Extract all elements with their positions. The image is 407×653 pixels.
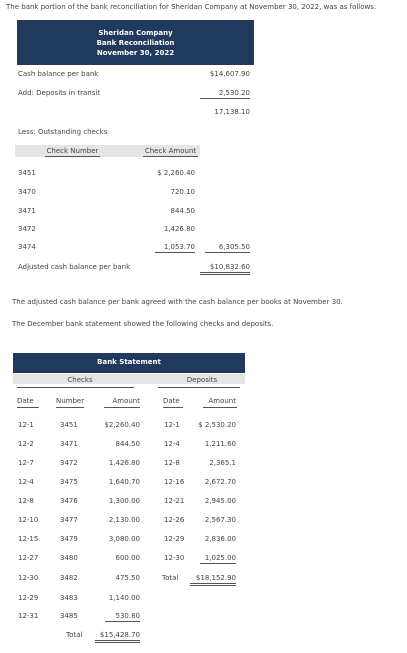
subtotal-value: 17,138.10 — [214, 108, 250, 116]
check-date: 12-27 — [18, 554, 39, 562]
deposit-amount: 2,836.00 — [204, 535, 236, 543]
check-number-header: Check Number — [46, 147, 99, 155]
deposit-date: 12-21 — [164, 497, 185, 505]
date-header-rule — [17, 407, 39, 408]
check-amount: 1,426.80 — [163, 225, 195, 233]
check-amount: 1,300.00 — [108, 497, 140, 505]
deposit-amount-header-rule — [203, 407, 237, 408]
check-date: 12-30 — [18, 574, 39, 582]
deposits-group-label: Deposits — [186, 376, 218, 384]
deposits-transit-label: Add: Deposits in transit — [18, 89, 101, 97]
paragraph-statement-intro: The December bank statement showed the following checks and deposits. — [12, 320, 274, 328]
reconciliation-date: November 30, 2022 — [96, 49, 175, 57]
cash-balance-label: Cash balance per bank — [18, 70, 99, 78]
check-amount: $2,260.40 — [104, 421, 140, 429]
deposit-date: 12-29 — [164, 535, 185, 543]
outstanding-checks-total: 6,305.50 — [205, 243, 250, 253]
reconciliation-title: Bank Reconciliation — [96, 39, 175, 47]
check-date: 12-4 — [18, 478, 34, 486]
check-amount: 720.10 — [170, 188, 195, 196]
check-number: 3480 — [60, 554, 78, 562]
check-number: 3485 — [60, 612, 78, 620]
check-amount: 1,640.70 — [108, 478, 140, 486]
checks-group-rule — [17, 387, 134, 388]
deposit-date: 12-4 — [164, 440, 180, 448]
check-date: 12-15 — [18, 535, 39, 543]
check-number: 3483 — [60, 594, 78, 602]
check-date: 12-29 — [18, 594, 39, 602]
bank-statement-header — [13, 353, 245, 373]
deposit-amount: 2,945.00 — [204, 497, 236, 505]
outstanding-checks-label: Less: Outstanding checks — [18, 128, 108, 136]
check-number: 3482 — [60, 574, 78, 582]
intro-text: The bank portion of the bank reconciliation for Sheridan Company at November 30, 2022, was as follows. — [6, 3, 377, 11]
amount-header-rule — [104, 407, 140, 408]
deposit-date: 12-26 — [164, 516, 185, 524]
deposit-amount: 2,365.1 — [209, 459, 236, 467]
deposit-date: 12-1 — [164, 421, 180, 429]
check-number: 3451 — [18, 169, 36, 177]
check-number: 3472 — [60, 459, 78, 467]
bank-statement-title: Bank Statement — [97, 358, 161, 366]
adjusted-balance-value: $10,832.60 — [200, 263, 250, 275]
check-date: 12-7 — [18, 459, 34, 467]
check-number: 3451 — [60, 421, 78, 429]
check-number: 3472 — [18, 225, 36, 233]
col-date-header: Date — [17, 397, 34, 405]
check-amount: 844.50 — [170, 207, 195, 215]
checks-group-label: Checks — [67, 376, 93, 384]
deposit-date: 12-8 — [164, 459, 180, 467]
adjusted-balance-label: Adjusted cash balance per bank — [18, 263, 131, 271]
deposit-date-header-rule — [163, 407, 183, 408]
check-number: 3471 — [18, 207, 36, 215]
deposit-amount: 1,025.00 — [200, 554, 236, 564]
cash-balance-value: $14,607.90 — [209, 70, 250, 78]
deposits-total-value: $18,152.90 — [190, 574, 236, 586]
deposit-amount: 1,211.60 — [204, 440, 236, 448]
col-deposit-amount-header: Amount — [208, 397, 236, 405]
check-amount: 3,080.00 — [108, 535, 140, 543]
check-date: 12-8 — [18, 497, 34, 505]
check-date: 12-1 — [18, 421, 34, 429]
check-number: 3474 — [18, 243, 36, 251]
company-name: Sheridan Company — [98, 29, 173, 37]
check-date: 12-10 — [18, 516, 39, 524]
check-date: 12-31 — [18, 612, 39, 620]
paragraph-agreement: The adjusted cash balance per bank agreed with the cash balance per books at November 30. — [12, 298, 343, 306]
deposits-transit-value: 2,530.20 — [200, 89, 250, 99]
check-amount: 1,053.70 — [155, 243, 195, 253]
check-amount: 2,130.00 — [108, 516, 140, 524]
check-number: 3471 — [60, 440, 78, 448]
check-date: 12-2 — [18, 440, 34, 448]
deposits-group-rule — [158, 387, 240, 388]
deposit-amount: 2,672.70 — [204, 478, 236, 486]
check-amount: 1,426.80 — [108, 459, 140, 467]
check-amount: $ 2,260.40 — [157, 169, 195, 177]
number-header-rule — [56, 407, 84, 408]
deposit-amount: $ 2,530.20 — [198, 421, 236, 429]
deposits-total-label: Total — [162, 574, 179, 582]
col-number-header: Number — [56, 397, 85, 405]
check-amount: 1,140.00 — [108, 594, 140, 602]
checks-total-value: $15,428.70 — [95, 631, 140, 643]
check-amount-header: Check Amount — [144, 147, 197, 155]
col-amount-header: Amount — [112, 397, 140, 405]
col-deposit-date-header: Date — [163, 397, 180, 405]
deposit-date: 12-16 — [164, 478, 185, 486]
checks-total-label: Total — [66, 631, 83, 639]
check-number: 3477 — [60, 516, 78, 524]
check-amount: 844.50 — [115, 440, 140, 448]
check-number: 3470 — [18, 188, 36, 196]
check-number: 3476 — [60, 497, 78, 505]
reconciliation-header — [17, 20, 254, 65]
deposit-date: 12-30 — [164, 554, 185, 562]
check-amount: 530.80 — [105, 612, 140, 622]
check-amount: 475.50 — [115, 574, 140, 582]
check-amount: 600.00 — [115, 554, 140, 562]
check-number: 3475 — [60, 478, 78, 486]
check-number: 3479 — [60, 535, 78, 543]
deposit-amount: 2,567.30 — [204, 516, 236, 524]
